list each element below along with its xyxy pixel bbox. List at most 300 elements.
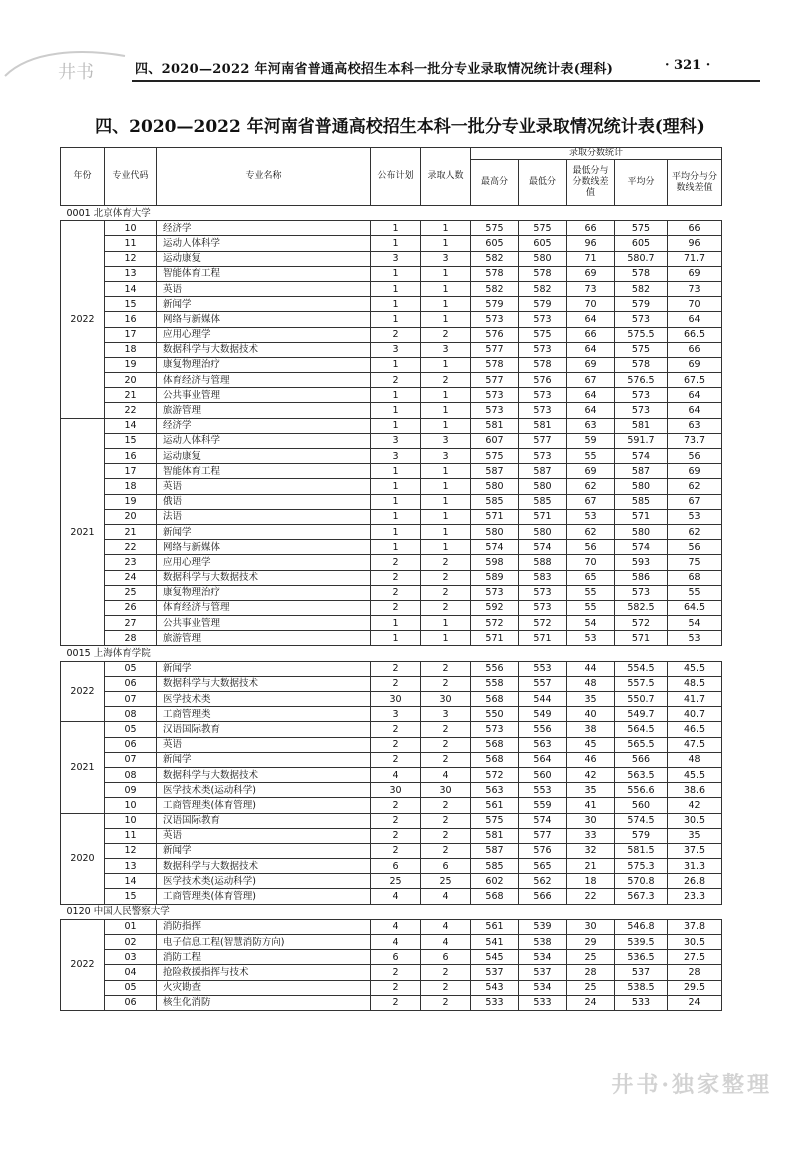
name-cell: 运动人体科学 bbox=[157, 236, 371, 251]
plan-cell: 1 bbox=[371, 509, 421, 524]
name-cell: 经济学 bbox=[157, 418, 371, 433]
code-cell: 06 bbox=[105, 737, 157, 752]
max-cell: 568 bbox=[471, 752, 519, 767]
col-plan: 公布计划 bbox=[371, 148, 421, 206]
year-cell: 2021 bbox=[61, 418, 105, 646]
plan-cell: 1 bbox=[371, 297, 421, 312]
max-cell: 550 bbox=[471, 707, 519, 722]
table-row bbox=[61, 722, 722, 737]
avg-diff-cell: 56 bbox=[668, 540, 722, 555]
name-cell: 英语 bbox=[157, 828, 371, 843]
max-cell: 598 bbox=[471, 555, 519, 570]
max-cell: 571 bbox=[471, 631, 519, 646]
min-diff-cell: 38 bbox=[567, 722, 615, 737]
avg-cell: 563.5 bbox=[615, 767, 668, 782]
name-cell: 应用心理学 bbox=[157, 327, 371, 342]
avg-diff-cell: 67.5 bbox=[668, 373, 722, 388]
code-cell: 19 bbox=[105, 357, 157, 372]
admitted-cell: 2 bbox=[421, 965, 471, 980]
plan-cell: 3 bbox=[371, 707, 421, 722]
table-row bbox=[61, 707, 722, 722]
col-code: 专业代码 bbox=[105, 148, 157, 206]
avg-diff-cell: 30.5 bbox=[668, 813, 722, 828]
admitted-cell: 1 bbox=[421, 297, 471, 312]
admitted-cell: 1 bbox=[421, 616, 471, 631]
plan-cell: 30 bbox=[371, 783, 421, 798]
code-cell: 18 bbox=[105, 479, 157, 494]
publisher-logo: 井书 bbox=[58, 62, 94, 83]
avg-cell: 591.7 bbox=[615, 433, 668, 448]
max-cell: 589 bbox=[471, 570, 519, 585]
plan-cell: 4 bbox=[371, 935, 421, 950]
name-cell: 数据科学与大数据技术 bbox=[157, 570, 371, 585]
col-admitted: 录取人数 bbox=[421, 148, 471, 206]
col-avg: 平均分 bbox=[615, 160, 668, 206]
min-diff-cell: 73 bbox=[567, 281, 615, 296]
table-row bbox=[61, 403, 722, 418]
min-diff-cell: 67 bbox=[567, 494, 615, 509]
min-cell: 580 bbox=[519, 524, 567, 539]
avg-cell: 580 bbox=[615, 479, 668, 494]
table-row bbox=[61, 935, 722, 950]
avg-diff-cell: 73.7 bbox=[668, 433, 722, 448]
table-row bbox=[61, 524, 722, 539]
min-diff-cell: 22 bbox=[567, 889, 615, 904]
admitted-cell: 2 bbox=[421, 995, 471, 1010]
avg-diff-cell: 64 bbox=[668, 388, 722, 403]
avg-cell: 573 bbox=[615, 585, 668, 600]
avg-diff-cell: 35 bbox=[668, 828, 722, 843]
name-cell: 核生化消防 bbox=[157, 995, 371, 1010]
plan-cell: 4 bbox=[371, 889, 421, 904]
admitted-cell: 1 bbox=[421, 540, 471, 555]
min-cell: 564 bbox=[519, 752, 567, 767]
plan-cell: 2 bbox=[371, 600, 421, 615]
max-cell: 587 bbox=[471, 843, 519, 858]
table-row bbox=[61, 692, 722, 707]
col-max: 最高分 bbox=[471, 160, 519, 206]
plan-cell: 30 bbox=[371, 692, 421, 707]
name-cell: 康复物理治疗 bbox=[157, 357, 371, 372]
avg-diff-cell: 45.5 bbox=[668, 661, 722, 676]
col-name: 专业名称 bbox=[157, 148, 371, 206]
min-cell: 574 bbox=[519, 813, 567, 828]
max-cell: 575 bbox=[471, 221, 519, 236]
min-cell: 560 bbox=[519, 767, 567, 782]
avg-diff-cell: 24 bbox=[668, 995, 722, 1010]
name-cell: 英语 bbox=[157, 737, 371, 752]
name-cell: 火灾勘查 bbox=[157, 980, 371, 995]
page-title: 四、2020—2022 年河南省普通高校招生本科一批分专业录取情况统计表(理科) bbox=[95, 117, 705, 137]
avg-cell: 573 bbox=[615, 388, 668, 403]
code-cell: 07 bbox=[105, 692, 157, 707]
name-cell: 运动康复 bbox=[157, 449, 371, 464]
min-cell: 534 bbox=[519, 950, 567, 965]
school-name: 0001 北京体育大学 bbox=[61, 206, 722, 221]
year-cell: 2022 bbox=[61, 221, 105, 418]
table-row bbox=[61, 843, 722, 858]
col-min-diff: 最低分与分数线差值 bbox=[567, 160, 615, 206]
code-cell: 01 bbox=[105, 919, 157, 934]
avg-cell: 539.5 bbox=[615, 935, 668, 950]
name-cell: 运动人体科学 bbox=[157, 433, 371, 448]
plan-cell: 2 bbox=[371, 327, 421, 342]
min-diff-cell: 64 bbox=[567, 403, 615, 418]
min-diff-cell: 30 bbox=[567, 919, 615, 934]
plan-cell: 2 bbox=[371, 373, 421, 388]
col-min: 最低分 bbox=[519, 160, 567, 206]
table-row bbox=[61, 236, 722, 251]
min-diff-cell: 30 bbox=[567, 813, 615, 828]
avg-diff-cell: 53 bbox=[668, 631, 722, 646]
table-row bbox=[61, 494, 722, 509]
running-header bbox=[0, 52, 800, 83]
avg-cell: 582.5 bbox=[615, 600, 668, 615]
plan-cell: 1 bbox=[371, 540, 421, 555]
min-diff-cell: 42 bbox=[567, 767, 615, 782]
min-diff-cell: 32 bbox=[567, 843, 615, 858]
min-cell: 573 bbox=[519, 600, 567, 615]
code-cell: 12 bbox=[105, 843, 157, 858]
min-cell: 571 bbox=[519, 631, 567, 646]
code-cell: 14 bbox=[105, 281, 157, 296]
code-cell: 10 bbox=[105, 798, 157, 813]
max-cell: 573 bbox=[471, 722, 519, 737]
plan-cell: 3 bbox=[371, 342, 421, 357]
name-cell: 网络与新媒体 bbox=[157, 540, 371, 555]
min-diff-cell: 25 bbox=[567, 980, 615, 995]
min-diff-cell: 56 bbox=[567, 540, 615, 555]
table-row bbox=[61, 828, 722, 843]
plan-cell: 2 bbox=[371, 965, 421, 980]
plan-cell: 2 bbox=[371, 555, 421, 570]
plan-cell: 1 bbox=[371, 479, 421, 494]
avg-diff-cell: 29.5 bbox=[668, 980, 722, 995]
min-diff-cell: 69 bbox=[567, 266, 615, 281]
admitted-cell: 2 bbox=[421, 980, 471, 995]
max-cell: 582 bbox=[471, 281, 519, 296]
max-cell: 533 bbox=[471, 995, 519, 1010]
avg-diff-cell: 38.6 bbox=[668, 783, 722, 798]
min-diff-cell: 35 bbox=[567, 783, 615, 798]
plan-cell: 1 bbox=[371, 312, 421, 327]
plan-cell: 3 bbox=[371, 433, 421, 448]
admitted-cell: 1 bbox=[421, 266, 471, 281]
code-cell: 22 bbox=[105, 403, 157, 418]
min-diff-cell: 41 bbox=[567, 798, 615, 813]
col-avg-diff: 平均分与分数线差值 bbox=[668, 160, 722, 206]
admitted-cell: 6 bbox=[421, 859, 471, 874]
avg-cell: 574 bbox=[615, 449, 668, 464]
min-cell: 588 bbox=[519, 555, 567, 570]
avg-cell: 578 bbox=[615, 357, 668, 372]
max-cell: 561 bbox=[471, 798, 519, 813]
max-cell: 573 bbox=[471, 388, 519, 403]
admitted-cell: 1 bbox=[421, 494, 471, 509]
avg-diff-cell: 63 bbox=[668, 418, 722, 433]
code-cell: 13 bbox=[105, 266, 157, 281]
admitted-cell: 2 bbox=[421, 813, 471, 828]
admitted-cell: 4 bbox=[421, 889, 471, 904]
code-cell: 24 bbox=[105, 570, 157, 585]
admitted-cell: 1 bbox=[421, 236, 471, 251]
avg-cell: 560 bbox=[615, 798, 668, 813]
plan-cell: 2 bbox=[371, 722, 421, 737]
admitted-cell: 2 bbox=[421, 828, 471, 843]
avg-cell: 564.5 bbox=[615, 722, 668, 737]
plan-cell: 1 bbox=[371, 236, 421, 251]
avg-cell: 565.5 bbox=[615, 737, 668, 752]
min-cell: 585 bbox=[519, 494, 567, 509]
max-cell: 578 bbox=[471, 266, 519, 281]
table-row bbox=[61, 357, 722, 372]
plan-cell: 2 bbox=[371, 752, 421, 767]
col-score-stats: 录取分数统计 bbox=[471, 148, 722, 160]
min-cell: 538 bbox=[519, 935, 567, 950]
avg-cell: 550.7 bbox=[615, 692, 668, 707]
code-cell: 05 bbox=[105, 661, 157, 676]
code-cell: 17 bbox=[105, 464, 157, 479]
avg-diff-cell: 62 bbox=[668, 524, 722, 539]
max-cell: 585 bbox=[471, 859, 519, 874]
avg-cell: 593 bbox=[615, 555, 668, 570]
plan-cell: 1 bbox=[371, 388, 421, 403]
table-row bbox=[61, 980, 722, 995]
avg-diff-cell: 55 bbox=[668, 585, 722, 600]
admitted-cell: 1 bbox=[421, 509, 471, 524]
code-cell: 21 bbox=[105, 388, 157, 403]
name-cell: 医学技术类(运动科学) bbox=[157, 874, 371, 889]
code-cell: 12 bbox=[105, 251, 157, 266]
school-name: 0120 中国人民警察大学 bbox=[61, 904, 722, 919]
name-cell: 汉语国际教育 bbox=[157, 813, 371, 828]
name-cell: 智能体育工程 bbox=[157, 464, 371, 479]
max-cell: 558 bbox=[471, 676, 519, 691]
table-row bbox=[61, 555, 722, 570]
plan-cell: 1 bbox=[371, 357, 421, 372]
avg-cell: 566 bbox=[615, 752, 668, 767]
max-cell: 581 bbox=[471, 418, 519, 433]
admitted-cell: 30 bbox=[421, 783, 471, 798]
name-cell: 康复物理治疗 bbox=[157, 585, 371, 600]
table-row bbox=[61, 676, 722, 691]
code-cell: 10 bbox=[105, 221, 157, 236]
table-row bbox=[61, 479, 722, 494]
min-cell: 579 bbox=[519, 297, 567, 312]
admission-table bbox=[60, 147, 722, 1011]
max-cell: 582 bbox=[471, 251, 519, 266]
code-cell: 05 bbox=[105, 722, 157, 737]
avg-cell: 571 bbox=[615, 509, 668, 524]
code-cell: 06 bbox=[105, 676, 157, 691]
admitted-cell: 1 bbox=[421, 418, 471, 433]
code-cell: 07 bbox=[105, 752, 157, 767]
min-cell: 573 bbox=[519, 312, 567, 327]
code-cell: 13 bbox=[105, 859, 157, 874]
min-cell: 557 bbox=[519, 676, 567, 691]
name-cell: 俄语 bbox=[157, 494, 371, 509]
avg-diff-cell: 30.5 bbox=[668, 935, 722, 950]
avg-diff-cell: 73 bbox=[668, 281, 722, 296]
min-cell: 573 bbox=[519, 388, 567, 403]
min-diff-cell: 44 bbox=[567, 661, 615, 676]
min-diff-cell: 21 bbox=[567, 859, 615, 874]
plan-cell: 3 bbox=[371, 251, 421, 266]
code-cell: 20 bbox=[105, 509, 157, 524]
admitted-cell: 1 bbox=[421, 357, 471, 372]
name-cell: 电子信息工程(智慧消防方向) bbox=[157, 935, 371, 950]
page-number: · 321 · bbox=[665, 58, 711, 73]
name-cell: 医学技术类(运动科学) bbox=[157, 783, 371, 798]
code-cell: 03 bbox=[105, 950, 157, 965]
watermark: 井书·独家整理 bbox=[611, 1072, 772, 1098]
avg-cell: 572 bbox=[615, 616, 668, 631]
max-cell: 585 bbox=[471, 494, 519, 509]
min-diff-cell: 54 bbox=[567, 616, 615, 631]
admitted-cell: 2 bbox=[421, 585, 471, 600]
min-diff-cell: 70 bbox=[567, 297, 615, 312]
name-cell: 网络与新媒体 bbox=[157, 312, 371, 327]
avg-cell: 571 bbox=[615, 631, 668, 646]
avg-diff-cell: 66.5 bbox=[668, 327, 722, 342]
avg-diff-cell: 27.5 bbox=[668, 950, 722, 965]
min-diff-cell: 63 bbox=[567, 418, 615, 433]
min-diff-cell: 53 bbox=[567, 509, 615, 524]
code-cell: 28 bbox=[105, 631, 157, 646]
plan-cell: 2 bbox=[371, 995, 421, 1010]
min-cell: 533 bbox=[519, 995, 567, 1010]
max-cell: 579 bbox=[471, 297, 519, 312]
table-row bbox=[61, 995, 722, 1010]
min-cell: 556 bbox=[519, 722, 567, 737]
max-cell: 571 bbox=[471, 509, 519, 524]
avg-diff-cell: 56 bbox=[668, 449, 722, 464]
max-cell: 573 bbox=[471, 312, 519, 327]
code-cell: 25 bbox=[105, 585, 157, 600]
avg-diff-cell: 67 bbox=[668, 494, 722, 509]
table-row bbox=[61, 388, 722, 403]
code-cell: 18 bbox=[105, 342, 157, 357]
code-cell: 16 bbox=[105, 312, 157, 327]
code-cell: 08 bbox=[105, 767, 157, 782]
min-cell: 549 bbox=[519, 707, 567, 722]
code-cell: 14 bbox=[105, 418, 157, 433]
school-row bbox=[61, 206, 722, 221]
admitted-cell: 3 bbox=[421, 433, 471, 448]
min-cell: 566 bbox=[519, 889, 567, 904]
code-cell: 20 bbox=[105, 373, 157, 388]
avg-cell: 585 bbox=[615, 494, 668, 509]
name-cell: 新闻学 bbox=[157, 297, 371, 312]
avg-diff-cell: 46.5 bbox=[668, 722, 722, 737]
min-diff-cell: 46 bbox=[567, 752, 615, 767]
min-diff-cell: 53 bbox=[567, 631, 615, 646]
col-year: 年份 bbox=[61, 148, 105, 206]
admitted-cell: 2 bbox=[421, 722, 471, 737]
plan-cell: 2 bbox=[371, 843, 421, 858]
admitted-cell: 30 bbox=[421, 692, 471, 707]
table-row bbox=[61, 449, 722, 464]
name-cell: 数据科学与大数据技术 bbox=[157, 342, 371, 357]
max-cell: 581 bbox=[471, 828, 519, 843]
name-cell: 经济学 bbox=[157, 221, 371, 236]
max-cell: 577 bbox=[471, 342, 519, 357]
min-cell: 539 bbox=[519, 919, 567, 934]
max-cell: 587 bbox=[471, 464, 519, 479]
avg-diff-cell: 45.5 bbox=[668, 767, 722, 782]
plan-cell: 1 bbox=[371, 266, 421, 281]
admitted-cell: 3 bbox=[421, 707, 471, 722]
code-cell: 05 bbox=[105, 980, 157, 995]
avg-diff-cell: 64.5 bbox=[668, 600, 722, 615]
admitted-cell: 3 bbox=[421, 449, 471, 464]
min-cell: 559 bbox=[519, 798, 567, 813]
min-cell: 534 bbox=[519, 980, 567, 995]
year-cell: 2021 bbox=[61, 722, 105, 813]
code-cell: 15 bbox=[105, 433, 157, 448]
min-cell: 580 bbox=[519, 251, 567, 266]
min-cell: 576 bbox=[519, 373, 567, 388]
name-cell: 消防指挥 bbox=[157, 919, 371, 934]
admitted-cell: 2 bbox=[421, 570, 471, 585]
avg-cell: 575 bbox=[615, 221, 668, 236]
table-row bbox=[61, 889, 722, 904]
name-cell: 智能体育工程 bbox=[157, 266, 371, 281]
admitted-cell: 2 bbox=[421, 737, 471, 752]
min-diff-cell: 64 bbox=[567, 312, 615, 327]
admitted-cell: 4 bbox=[421, 767, 471, 782]
name-cell: 体育经济与管理 bbox=[157, 373, 371, 388]
admitted-cell: 1 bbox=[421, 281, 471, 296]
admitted-cell: 4 bbox=[421, 935, 471, 950]
min-diff-cell: 66 bbox=[567, 327, 615, 342]
admitted-cell: 1 bbox=[421, 524, 471, 539]
year-cell: 2022 bbox=[61, 661, 105, 722]
code-cell: 15 bbox=[105, 889, 157, 904]
plan-cell: 2 bbox=[371, 813, 421, 828]
code-cell: 10 bbox=[105, 813, 157, 828]
min-diff-cell: 33 bbox=[567, 828, 615, 843]
min-cell: 578 bbox=[519, 357, 567, 372]
code-cell: 26 bbox=[105, 600, 157, 615]
avg-cell: 582 bbox=[615, 281, 668, 296]
table-row bbox=[61, 585, 722, 600]
table-body bbox=[61, 206, 722, 1011]
name-cell: 英语 bbox=[157, 281, 371, 296]
max-cell: 577 bbox=[471, 373, 519, 388]
max-cell: 602 bbox=[471, 874, 519, 889]
admitted-cell: 2 bbox=[421, 555, 471, 570]
table-row bbox=[61, 950, 722, 965]
avg-cell: 554.5 bbox=[615, 661, 668, 676]
plan-cell: 1 bbox=[371, 281, 421, 296]
avg-cell: 580.7 bbox=[615, 251, 668, 266]
name-cell: 应用心理学 bbox=[157, 555, 371, 570]
max-cell: 605 bbox=[471, 236, 519, 251]
avg-cell: 575 bbox=[615, 342, 668, 357]
table-row bbox=[61, 767, 722, 782]
min-diff-cell: 55 bbox=[567, 600, 615, 615]
avg-cell: 575.3 bbox=[615, 859, 668, 874]
code-cell: 11 bbox=[105, 828, 157, 843]
name-cell: 旅游管理 bbox=[157, 631, 371, 646]
plan-cell: 1 bbox=[371, 631, 421, 646]
avg-cell: 576.5 bbox=[615, 373, 668, 388]
max-cell: 537 bbox=[471, 965, 519, 980]
table-row bbox=[61, 433, 722, 448]
table-row bbox=[61, 600, 722, 615]
admitted-cell: 1 bbox=[421, 479, 471, 494]
